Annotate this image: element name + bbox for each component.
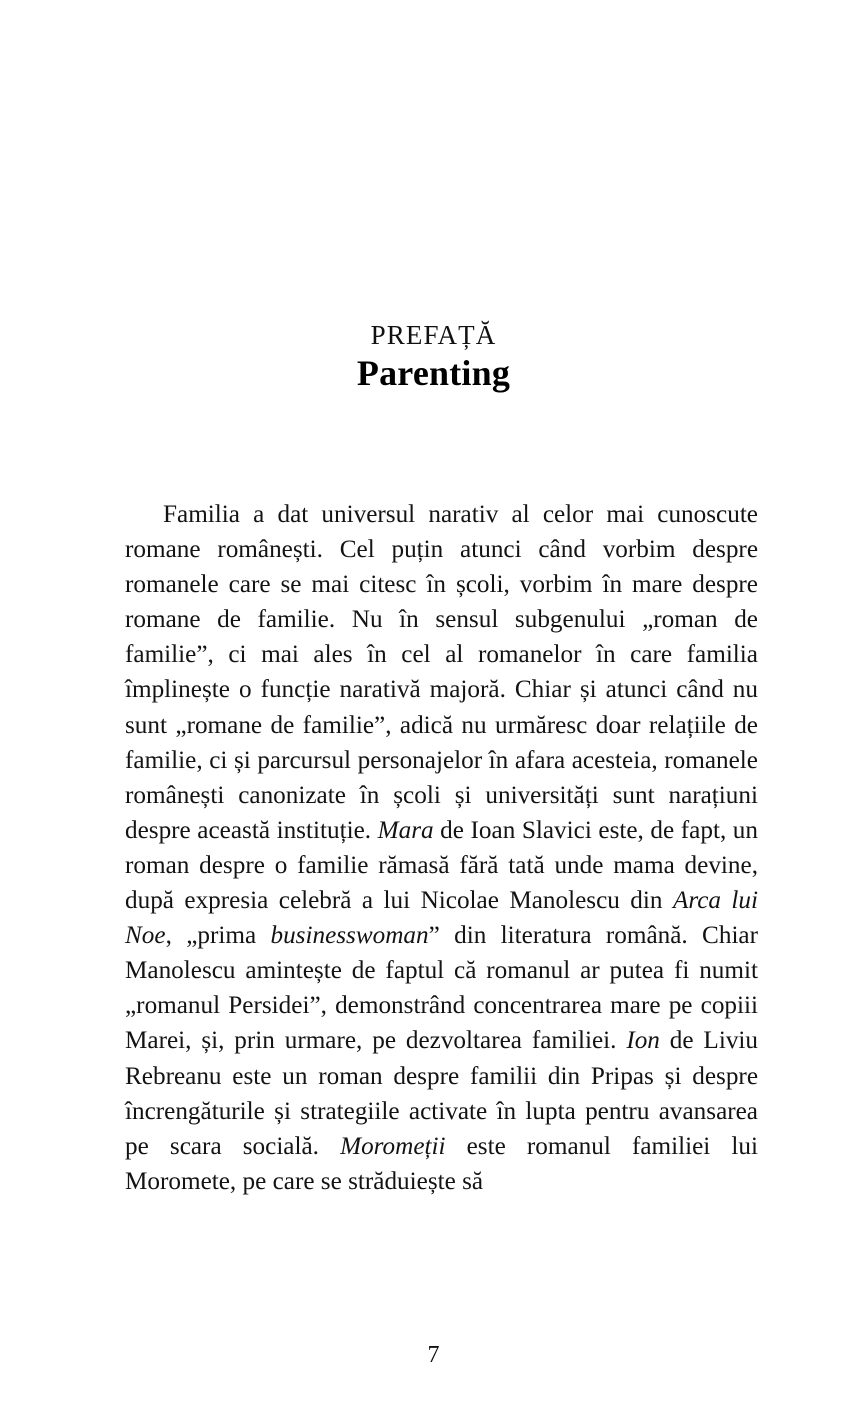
paragraph-segment: , „prima [165,922,271,950]
chapter-heading [0,322,867,394]
paragraph-segment: ” din literatura română. Chiar Manolescu amintește de faptul că romanul ar putea fi numit „romanul Persidei”, demonstrând concentrarea mare pe copiii Marei, și, prin urmare, pe dezvoltarea familiei. [125,922,759,1055]
paragraph-segment: este romanul familiei lui Moromete, pe care se străduiește să [125,1132,758,1195]
paragraph [125,497,758,1199]
book-title-arca-lui-noe: Arca lui Noe [125,887,758,950]
book-title-mara: Mara [377,816,434,844]
page-title: Parenting [356,353,511,393]
paragraph-segment: de Liviu Rebreanu este un roman despre familii din Pripas și despre încrengăturile și strategiile activate în lupta pentru avansarea pe scara socială. [125,1027,759,1160]
term-businesswoman: businesswoman [270,922,429,950]
book-title-ion: Ion [626,1027,660,1055]
preface-kicker: PREFAȚĂ [370,320,497,350]
paragraph-segment: de Ioan Slavici este, de fapt, un roman despre o familie rămasă fără tată unde mama devine, după expresia celebră a lui Nicolae Manolescu din [125,816,758,915]
paragraph-segment: Familia a dat universul narativ al celor mai cunoscute romane românești. Cel puțin atunci când vorbim despre romanele care se mai citesc în școli, vorbim în mare despre romane de familie. Nu în sensul subgenului „roman de familie”, ci mai ales în cel al romanelor în care familia împlinește o funcție narativă majoră. Chiar și atunci când nu sunt „romane de familie”, adică nu urmăresc doar relațiile de familie, ci și parcursul personajelor în afara acesteia, romanele românești canonizate în școli și universități sunt narațiuni despre această instituție. [125,501,758,844]
book-title-morometii: Moromeții [340,1132,446,1160]
page-number: 7 [427,1342,440,1368]
body-text-block [125,497,758,1199]
